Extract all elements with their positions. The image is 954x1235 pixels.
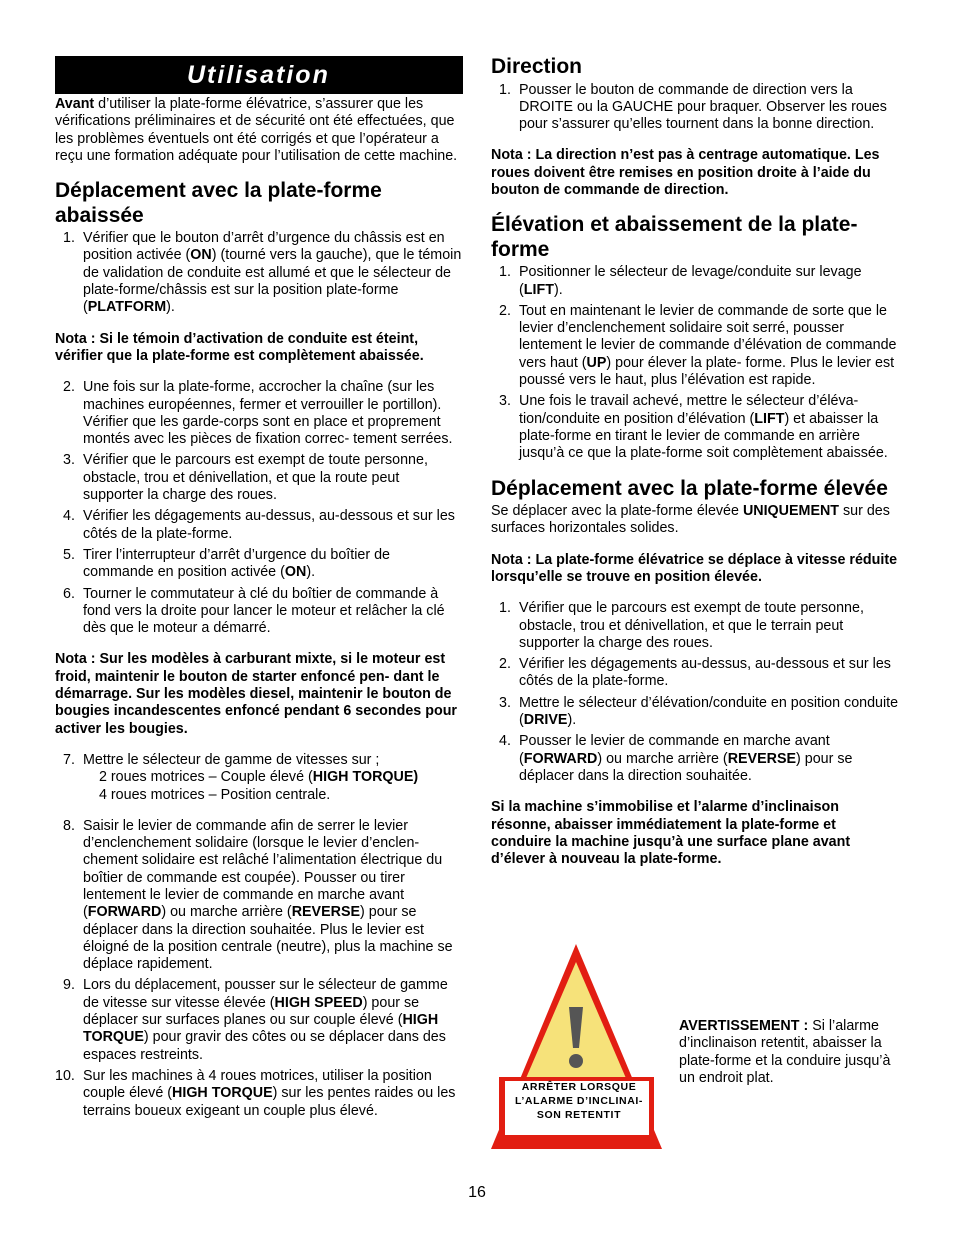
intro-bold: Avant xyxy=(55,96,95,112)
item-text: Vérifier les dégagements au-dessus, au-dessous et sur les côtés de la plate-forme. xyxy=(83,508,455,542)
intro-paragraph xyxy=(55,96,463,165)
list-elevated xyxy=(491,600,899,785)
page-number: 16 xyxy=(468,1184,486,1201)
item-text: Vérifier que le parcours est exempt de toute personne, obstacle, trou et dénivellation, et que la route peut supporter la charge des roues. xyxy=(83,452,428,504)
list-item xyxy=(491,264,899,299)
list-item xyxy=(55,452,463,504)
list-item xyxy=(491,695,899,730)
item-number: 1. xyxy=(499,600,511,617)
list-item xyxy=(55,818,463,974)
note-engine-start: Nota : Sur les modèles à carburant mixte, si le moteur est froid, maintenir le bouton de starter enfoncé pen- dant le démarrage. Sur les modèles diesel, maintenir le bouton de bougies incandescentes enfoncé pendant 6 secondes pour activer les bougies. xyxy=(55,651,457,737)
item-text: Vérifier que le parcours est exempt de toute personne, obstacle, trou et dénivellation, et que le terrain peut supporter la charge des roues. xyxy=(519,600,864,651)
note-drive-lamp: Nota : Si le témoin d’activation de conduite est éteint, vérifier que la plate-forme est complètement abaissée. xyxy=(55,330,424,364)
note-elevated-speed: Nota : La plate-forme élévatrice se déplace à vitesse réduite lorsqu’elle se trouve en position élevée. xyxy=(491,551,898,585)
heading-direction: Direction xyxy=(491,55,583,78)
item-text: Sur les machines à 4 roues motrices, utiliser la position couple élevé (HIGH TORQUE) sur les pentes raides ou les terrains boueux exigeant un couple plus élevé. xyxy=(83,1067,456,1119)
item-number: 2. xyxy=(499,656,511,673)
item-text: Tourner le commutateur à clé du boîtier de commande à fond vers la droite pour lancer le moteur et relâcher la clé dès que le moteur a démarré. xyxy=(83,585,445,637)
list-item xyxy=(55,547,463,582)
item7-sub-4wd: 4 roues motrices – Position centrale. xyxy=(99,786,331,803)
heading-elevation: Élévation et abaissement de la plate-forme xyxy=(491,213,858,261)
list-item xyxy=(55,977,463,1063)
item-number: 2. xyxy=(63,379,75,396)
item-number: 3. xyxy=(63,452,75,469)
exclamation-dot xyxy=(569,1054,583,1068)
item-text: Une fois le travail achevé, mettre le sélecteur d’éléva- tion/conduite en position d’élévation (LIFT) et abaisser la plate-forme en tirant le levier de commande en arrière jusqu’à ce que la plate-forme soit complètement abaissée. xyxy=(519,393,888,462)
list-item xyxy=(491,393,899,462)
item-text: Une fois sur la plate-forme, accrocher la chaîne (sur les machines européennes, fermer et verrouiller le portillon). Vérifier que les garde-corps sont en place et proprement montés avec les pièces de fixation correc- tement serrées. xyxy=(83,379,453,448)
list-direction xyxy=(491,82,899,134)
item-number: 9. xyxy=(63,977,75,994)
item-number: 10. xyxy=(55,1067,75,1084)
item-number: 4. xyxy=(499,733,511,750)
item-number: 1. xyxy=(63,230,75,247)
item-number: 6. xyxy=(63,585,75,602)
list-item xyxy=(55,230,463,316)
list-lowered-a xyxy=(55,230,463,316)
item-number: 3. xyxy=(499,393,511,410)
item-text: Positionner le sélecteur de levage/conduite sur levage (LIFT). xyxy=(519,264,862,298)
item7-sub-2wd: 2 roues motrices – Couple élevé (HIGH TORQUE) xyxy=(99,769,419,786)
right-column xyxy=(491,56,899,882)
warning-text: AVERTISSEMENT : Si l’alarme d’inclinaison retentit, abaisser la plate-forme et la conduire jusqu’à un endroit plat. xyxy=(679,1018,891,1086)
heading-lowered-travel: Déplacement avec la plate-forme abaissée xyxy=(55,179,382,227)
item-text: Tout en maintenant le levier de commande de sorte que le levier d’enclenchement solidaire soit serré, pousser lentement le levier de commande d’élévation de commande vers haut (UP) pour élever la plate- forme. Plus le levier est poussé vers le haut, plus l’élévation est rapide. xyxy=(519,302,897,389)
list-item xyxy=(55,586,463,638)
note-tilt-alarm: Si la machine s’immobilise et l’alarme d’inclinaison résonne, abaisser immédiatement la plate-forme et conduire la machine jusqu’à une surface plane avant d’élever à nouveau la plate-forme. xyxy=(491,799,851,868)
list-item xyxy=(55,379,463,448)
list-lowered-c xyxy=(55,818,463,1120)
list-lowered-item7 xyxy=(55,752,463,804)
list-item xyxy=(55,508,463,543)
list-lowered-b xyxy=(55,379,463,637)
item-number: 8. xyxy=(63,817,75,834)
list-item xyxy=(491,733,899,785)
left-column xyxy=(55,56,463,1134)
item-text: Vérifier que le bouton d’arrêt d’urgence du châssis est en position activée (ON) (tourné vers la gauche), que le témoin de validation de conduite est allumé et que le sélecteur de plate-forme/châssis est sur la position plate-forme (PLATFORM). xyxy=(83,230,462,316)
page-title: Utilisation xyxy=(55,56,463,94)
list-item xyxy=(491,656,899,691)
warning-sign-caption: ARRÊTER LORSQUE L’ALARME D’INCLINAI- SON RETENTIT xyxy=(514,1081,644,1121)
item-number: 1. xyxy=(499,264,511,281)
list-item xyxy=(491,82,899,134)
item-text: Pousser le levier de commande en marche avant (FORWARD) ou marche arrière (REVERSE) pour se déplacer dans la direction souhaitée. xyxy=(519,733,853,784)
list-item: 7. Mettre le sélecteur de gamme de vitesses sur ; 2 roues motrices – Couple élevé (HIGH TORQUE) 4 roues motrices – Position centrale. xyxy=(63,751,419,803)
item-text: Tirer l’interrupteur d’arrêt d’urgence du boîtier de commande en position activée (ON). xyxy=(83,546,391,581)
intro-text: d’utiliser la plate-forme élévatrice, s’assurer que les vérifications préliminaires et de sécurité ont été effectuées, que les problèmes éventuels ont été corrigés et que l’opérateur a reçu une formation adéquate pour l’utilisation de cette machine. xyxy=(55,96,458,164)
list-elevation xyxy=(491,264,899,462)
note-direction: Nota : La direction n’est pas à centrage automatique. Les roues doivent être remises en position droite à l’aide du bouton de commande de direction. xyxy=(491,147,880,198)
list-item xyxy=(491,303,899,389)
item-number: 1. xyxy=(499,81,511,98)
elevated-intro: Se déplacer avec la plate-forme élevée UNIQUEMENT sur des surfaces horizontales solides. xyxy=(491,503,890,537)
item-text: Saisir le levier de commande afin de serrer le levier d’enclenchement solidaire (lorsque le levier d’enclen- chement solidaire est relâché l’alimentation électrique du boîtier de commande est coupée). Pousser ou tirer lentement le levier de commande en marche avant (FORWARD) ou marche arrière (REVERSE) pour se déplacer dans la direction souhaitée. Plus le levier est éloigné de la position centrale (neutre), plus la machine se déplace rapidement. xyxy=(83,817,453,973)
item-number: 3. xyxy=(499,694,511,711)
item-number: 5. xyxy=(63,546,75,563)
item-text: Lors du déplacement, pousser sur le sélecteur de gamme de vitesse sur vitesse élevée (HIGH SPEED) pour se déplacer sur surfaces planes ou sur couple élevé (HIGH TORQUE) pour gravir des côtes ou se déplacer dans des espaces restreints. xyxy=(83,977,448,1063)
item-text: Pousser le bouton de commande de direction vers la DROITE ou la GAUCHE pour braquer. Observer les roues pour s’assurer qu’elles tournent dans la bonne direction. xyxy=(519,81,887,133)
heading-elevated-travel: Déplacement avec la plate-forme élevée xyxy=(491,476,888,500)
list-item xyxy=(491,600,899,652)
item-text: Vérifier les dégagements au-dessus, au-dessous et sur les côtés de la plate-forme. xyxy=(519,656,891,690)
item-number: 4. xyxy=(63,508,75,525)
item-text: Mettre le sélecteur d’élévation/conduite en position conduite (DRIVE). xyxy=(519,694,899,729)
list-item xyxy=(55,1068,463,1120)
item-number: 2. xyxy=(499,302,511,319)
